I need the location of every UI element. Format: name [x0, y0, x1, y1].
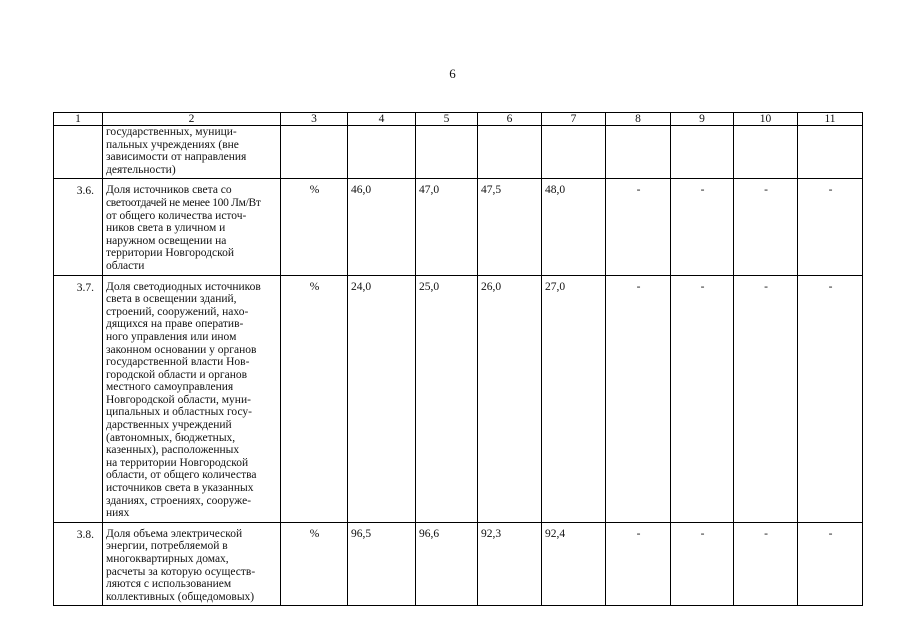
row-number: 3.7.: [54, 275, 103, 522]
column-header: 9: [671, 113, 734, 126]
description-line: на территории Новгородской: [106, 456, 249, 469]
value-cell: [348, 126, 416, 179]
description-line: ников света в уличном и: [106, 222, 226, 235]
description-line: законном основании у органов: [106, 343, 257, 356]
column-header: 6: [478, 113, 542, 126]
unit-cell: %: [281, 179, 348, 275]
value-cell: 96,5: [348, 522, 416, 606]
column-header: 1: [54, 113, 103, 126]
value-cell: -: [798, 179, 863, 275]
description-line: источников света в указанных: [106, 482, 254, 495]
value-cell: [606, 126, 671, 179]
indicator-description: [103, 522, 281, 606]
column-header: 11: [798, 113, 863, 126]
value-cell: [671, 126, 734, 179]
value-cell: 92,4: [542, 522, 606, 606]
value-cell: [798, 126, 863, 179]
value-cell: -: [606, 275, 671, 522]
description-line: городской области и органов: [106, 368, 248, 381]
table-row: [54, 126, 863, 179]
value-cell: -: [798, 522, 863, 606]
value-cell: -: [671, 522, 734, 606]
column-header: 8: [606, 113, 671, 126]
description-line: Доля объема электрической: [106, 527, 243, 540]
value-cell: -: [671, 275, 734, 522]
description-line: Доля светодиодных источников: [106, 280, 261, 293]
value-cell: 26,0: [478, 275, 542, 522]
value-cell: [416, 126, 478, 179]
unit-cell: %: [281, 522, 348, 606]
value-cell: 47,5: [478, 179, 542, 275]
row-number: [54, 126, 103, 179]
description-line: области: [106, 259, 145, 272]
table-row: [54, 522, 863, 606]
value-cell: -: [734, 275, 798, 522]
value-cell: -: [671, 179, 734, 275]
value-cell: 25,0: [416, 275, 478, 522]
value-cell: 27,0: [542, 275, 606, 522]
description-line: государственной власти Нов-: [106, 356, 250, 369]
column-header: 5: [416, 113, 478, 126]
description-line: деятельности): [106, 163, 176, 176]
value-cell: 47,0: [416, 179, 478, 275]
description-line: ляются с использованием: [106, 578, 232, 591]
value-cell: -: [798, 275, 863, 522]
description-line: зависимости от направления: [106, 151, 247, 164]
value-cell: -: [734, 179, 798, 275]
column-header: 2: [103, 113, 281, 126]
value-cell: [734, 126, 798, 179]
page-number: 6: [449, 66, 456, 81]
description-line: коллективных (общедомовых): [106, 590, 255, 603]
description-line: (автономных, бюджетных,: [106, 431, 236, 444]
description-line: наружном освещении на: [106, 234, 227, 247]
description-line: строений, сооружений, нахо-: [106, 305, 249, 318]
value-cell: -: [606, 179, 671, 275]
column-header: 4: [348, 113, 416, 126]
description-line: дящихся на праве оператив-: [106, 318, 244, 331]
column-header: 3: [281, 113, 348, 126]
column-header: 10: [734, 113, 798, 126]
column-number-row: [54, 113, 863, 126]
description-line: зданиях, строениях, сооруже-: [106, 494, 252, 507]
description-line: территории Новгородской: [106, 247, 235, 260]
unit-cell: [281, 126, 348, 179]
value-cell: [542, 126, 606, 179]
value-cell: 46,0: [348, 179, 416, 275]
value-cell: 96,6: [416, 522, 478, 606]
value-cell: [478, 126, 542, 179]
value-cell: 92,3: [478, 522, 542, 606]
value-cell: 24,0: [348, 275, 416, 522]
value-cell: 48,0: [542, 179, 606, 275]
indicator-description: [103, 126, 281, 179]
table-row: [54, 179, 863, 275]
description-line: Доля источников света со: [106, 184, 232, 197]
description-line: пальных учреждениях (вне: [106, 138, 239, 151]
description-line: ципальных и областных госу-: [106, 406, 252, 419]
description-line: светоотдачей не менее 100 Лм/Вт: [106, 196, 261, 209]
description-line: казенных), расположенных: [106, 444, 240, 457]
description-line: от общего количества источ-: [106, 209, 247, 222]
description-line: государственных, муници-: [106, 126, 237, 138]
description-line: расчеты за которую осуществ-: [106, 565, 256, 578]
row-number: 3.8.: [54, 522, 103, 606]
value-cell: -: [734, 522, 798, 606]
value-cell: -: [606, 522, 671, 606]
unit-cell: %: [281, 275, 348, 522]
column-header: 7: [542, 113, 606, 126]
description-line: ного управления или ином: [106, 330, 237, 343]
description-line: ниях: [106, 507, 130, 520]
table-row: [54, 275, 863, 522]
description-line: Новгородской области, муни-: [106, 393, 251, 406]
indicator-description: [103, 179, 281, 275]
description-line: многоквартирных домах,: [106, 553, 229, 565]
description-line: области, от общего количества: [106, 469, 257, 482]
description-line: энергии, потребляемой в: [106, 540, 228, 553]
description-line: местного самоуправления: [106, 381, 234, 394]
indicators-table: [53, 112, 863, 606]
description-line: света в освещении зданий,: [106, 293, 237, 306]
description-line: дарственных учреждений: [106, 419, 232, 432]
row-number: 3.6.: [54, 179, 103, 275]
indicator-description: [103, 275, 281, 522]
